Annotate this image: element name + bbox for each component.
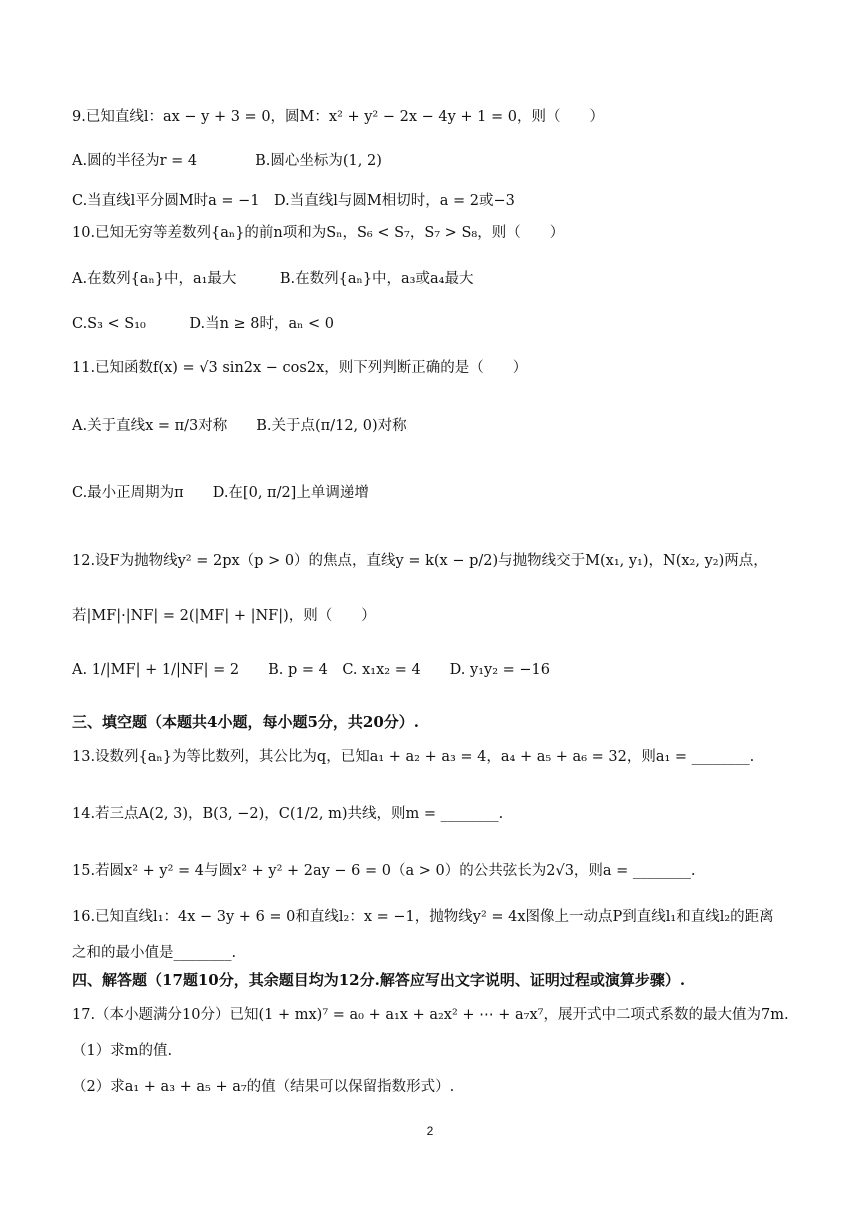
q9-options-cd: C.当直线l平分圆M时a = −1 D.当直线l与圆M相切时，a = 2或−3 xyxy=(72,193,515,209)
q12-stem-1: 12.设F为抛物线y² = 2px（p > 0）的焦点，直线y = k(x − p/2)与抛物线交于M(x₁, y₁)，N(x₂, y₂)两点， xyxy=(72,553,768,569)
q10-stem: 10.已知无穷等差数列{aₙ}的前n项和为Sₙ，S₆ < S₇，S₇ > S₈，则（ ） xyxy=(72,225,565,241)
section-4-heading: 四、解答题（17题10分，其余题目均为12分.解答应写出文字说明、证明过程或演算步骤）. xyxy=(72,971,686,989)
section-3-heading: 三、填空题（本题共4小题，每小题5分，共20分）. xyxy=(72,713,419,731)
q14: 14.若三点A(2, 3)，B(3, −2)，C(1/2, m)共线，则m = ________. xyxy=(72,806,504,822)
q11-options-cd: C.最小正周期为π D.在[0, π/2]上单调递增 xyxy=(72,485,369,501)
q17-stem: 17.（本小题满分10分）已知(1 + mx)⁷ = a₀ + a₁x + a₂x² + ⋯ + a₇x⁷，展开式中二项式系数的最大值为7m. xyxy=(72,1007,789,1023)
q9-options-ab: A.圆的半径为r = 4 B.圆心坐标为(1, 2) xyxy=(72,153,382,169)
q12-options: A. 1/|MF| + 1/|NF| = 2 B. p = 4 C. x₁x₂ = 4 D. y₁y₂ = −16 xyxy=(72,662,550,678)
page-number: 2 xyxy=(426,1124,434,1138)
q11-options-ab: A.关于直线x = π/3对称 B.关于点(π/12, 0)对称 xyxy=(72,418,407,434)
q11-stem: 11.已知函数f(x) = √3 sin2x − cos2x，则下列判断正确的是（ ） xyxy=(72,360,528,376)
q10-options-ab: A.在数列{aₙ}中，a₁最大 B.在数列{aₙ}中，a₃或a₄最大 xyxy=(72,271,474,287)
q16-line-1: 16.已知直线l₁：4x − 3y + 6 = 0和直线l₂：x = −1，抛物线y² = 4x图像上一动点P到直线l₁和直线l₂的距离 xyxy=(72,909,774,925)
q13: 13.设数列{aₙ}为等比数列，其公比为q，已知a₁ + a₂ + a₃ = 4，a₄ + a₅ + a₆ = 32，则a₁ = ________. xyxy=(72,749,755,765)
q15: 15.若圆x² + y² = 4与圆x² + y² + 2ay − 6 = 0（a > 0）的公共弦长为2√3，则a = ________. xyxy=(72,863,696,879)
q17-part-1: （1）求m的值. xyxy=(72,1043,173,1059)
q10-options-cd: C.S₃ < S₁₀ D.当n ≥ 8时，aₙ < 0 xyxy=(72,316,335,332)
q17-part-2: （2）求a₁ + a₃ + a₅ + a₇的值（结果可以保留指数形式）. xyxy=(72,1079,455,1095)
q16-line-2: 之和的最小值是________. xyxy=(72,945,237,961)
q12-stem-2: 若|MF|·|NF| = 2(|MF| + |NF|)，则（ ） xyxy=(72,608,376,624)
q9-stem: 9.已知直线l：ax − y + 3 = 0，圆M：x² + y² − 2x − 4y + 1 = 0，则（ ） xyxy=(72,109,604,125)
